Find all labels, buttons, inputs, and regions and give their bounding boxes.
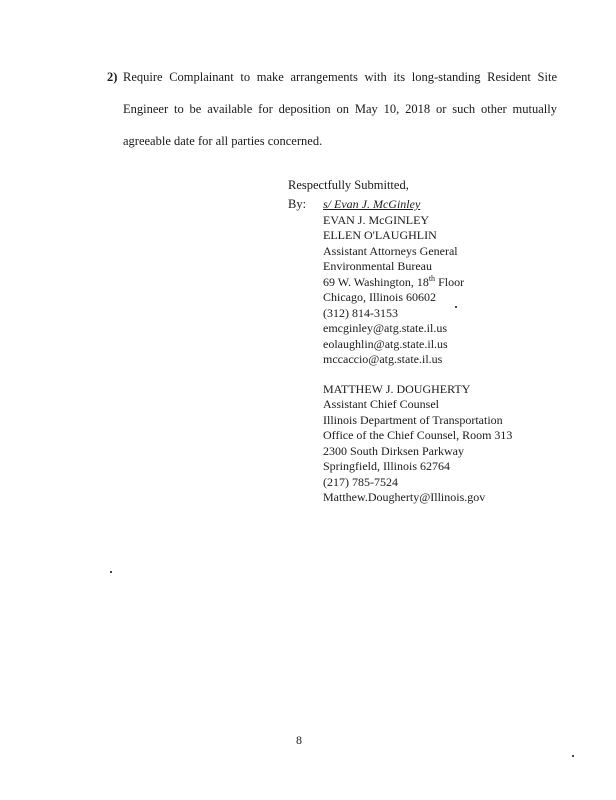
address-street: 69 W. Washington, 18th Floor xyxy=(323,273,465,289)
scan-speck xyxy=(455,306,457,308)
item-text-line-1: Require Complainant to make arrangements with its long-standing Resident Site xyxy=(123,70,557,84)
scan-speck xyxy=(110,571,112,573)
page-number: 8 xyxy=(296,733,302,747)
idot-street: 2300 South Dirksen Parkway xyxy=(323,443,464,458)
idot-department: Illinois Department of Transportation xyxy=(323,412,503,427)
attorney-name-2: ELLEN O'LAUGHLIN xyxy=(323,228,437,242)
idot-office: Office of the Chief Counsel, Room 313 xyxy=(323,428,513,442)
idot-counsel-title: Assistant Chief Counsel xyxy=(323,397,439,411)
signature-block xyxy=(323,197,512,506)
item-text-line-2: Engineer to be available for deposition on May 10, 2018 or such other mutually xyxy=(123,102,557,116)
item-text-line-3: agreeable date for all parties concerned. xyxy=(123,134,323,148)
attorney-title: Assistant Attorneys General xyxy=(323,243,458,258)
idot-email: Matthew.Dougherty@Illinois.gov xyxy=(323,490,486,504)
address-city: Chicago, Illinois 60602 xyxy=(323,290,436,304)
closing-phrase: Respectfully Submitted, xyxy=(288,178,409,192)
item-number: 2) xyxy=(107,70,118,84)
email-2: eolaughlin@atg.state.il.us xyxy=(323,336,448,351)
by-label: By: xyxy=(288,197,307,211)
attorney-bureau: Environmental Bureau xyxy=(323,259,432,273)
electronic-signature: s/ Evan J. McGinley xyxy=(323,197,421,211)
phone-number: (312) 814-3153 xyxy=(323,305,398,320)
email-3: mccaccio@atg.state.il.us xyxy=(323,352,443,366)
idot-counsel-name: MATTHEW J. DOUGHERTY xyxy=(323,381,471,396)
email-1: emcginley@atg.state.il.us xyxy=(323,321,448,335)
scan-speck xyxy=(572,755,574,757)
idot-city: Springfield, Illinois 62764 xyxy=(323,459,450,473)
attorney-name-1: EVAN J. McGINLEY xyxy=(323,212,430,227)
idot-phone: (217) 785-7524 xyxy=(323,474,398,489)
